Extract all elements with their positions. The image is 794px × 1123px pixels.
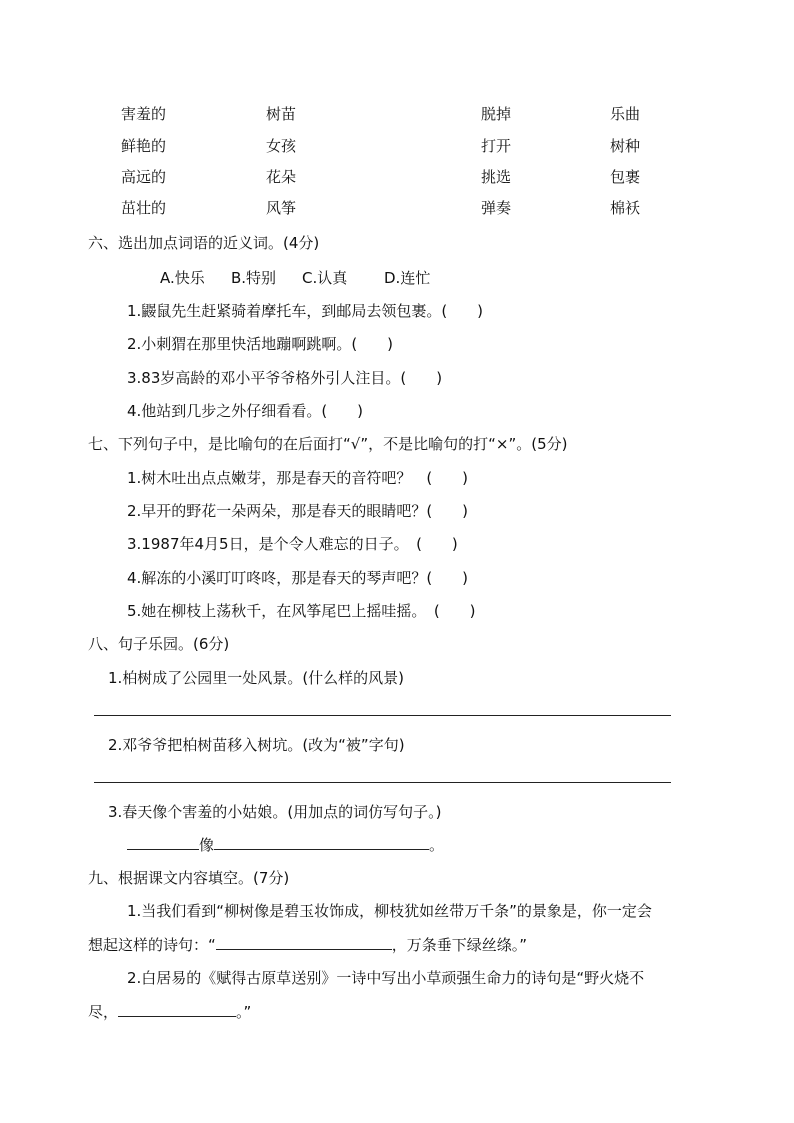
question-item: 1.鼹鼠先生赶紧骑着摩托车，到邮局去领包裹。( ) (127, 302, 484, 320)
option: D.连忙 (384, 269, 431, 287)
answer-line[interactable] (94, 782, 671, 783)
question-item: 1.当我们看到“柳树像是碧玉妆饰成，柳枝犹如丝带万千条”的景象是，你一定会 (127, 902, 652, 920)
question-item: 3.83岁高龄的邓小平爷爷格外引人注目。( ) (127, 369, 443, 387)
question-item: 2.小刺猬在那里快活地蹦啊跳啊。( ) (127, 335, 394, 353)
word: 高远的 (121, 168, 167, 186)
section7-title: 七、下列句子中，是比喻句的在后面打“√”，不是比喻句的打“×”。(5分) (88, 435, 568, 453)
question-item: 3.春天像个害羞的小姑娘。(用加点的词仿写句子。) (108, 803, 442, 821)
fill-sentence (88, 1001, 251, 1022)
word: 弹奏 (481, 199, 512, 217)
question-item: 2.早开的野花一朵两朵，那是春天的眼睛吧？( ) (127, 502, 469, 520)
question-item: 4.解冻的小溪叮叮咚咚，那是春天的琴声吧？( ) (127, 569, 469, 587)
section6-title: 六、选出加点词语的近义词。(4分) (88, 234, 320, 252)
word: 棉袄 (610, 199, 641, 217)
sentence-text: 尽， (88, 1003, 119, 1021)
question-item: 2.邓爷爷把柏树苗移入树坑。(改为“被”字句) (108, 736, 405, 754)
blank-field[interactable] (216, 935, 392, 950)
sentence-text: 像 (199, 836, 215, 854)
question-item: 2.白居易的《赋得古原草送别》一诗中写出小草顽强生命力的诗句是“野火烧不 (127, 969, 645, 987)
word: 风筝 (266, 199, 297, 217)
question-item: 1.树木吐出点点嫩芽，那是春天的音符吧？ ( ) (127, 469, 469, 487)
blank-field[interactable] (118, 1002, 236, 1017)
word: 树种 (610, 137, 641, 155)
blank-field[interactable] (127, 835, 199, 850)
word: 打开 (481, 137, 512, 155)
fill-sentence (88, 934, 527, 955)
word: 鲜艳的 (121, 137, 167, 155)
option: B.特别 (231, 269, 277, 287)
answer-line[interactable] (94, 715, 671, 716)
word: 女孩 (266, 137, 297, 155)
sentence-text: 。” (236, 1003, 252, 1021)
question-item: 3.1987年4月5日，是个令人难忘的日子。 ( ) (127, 535, 458, 553)
sentence-text: ，万条垂下绿丝绦。” (391, 936, 528, 954)
section9-title: 九、根据课文内容填空。(7分) (88, 869, 290, 887)
word: 脱掉 (481, 105, 512, 123)
section8-title: 八、句子乐园。(6分) (88, 635, 230, 653)
word: 茁壮的 (121, 199, 167, 217)
option: C.认真 (302, 269, 348, 287)
word: 树苗 (266, 105, 297, 123)
question-item: 4.他站到几步之外仔细看看。( ) (127, 402, 364, 420)
word: 挑选 (481, 168, 512, 186)
fill-sentence (127, 834, 444, 855)
word: 乐曲 (610, 105, 641, 123)
word: 花朵 (266, 168, 297, 186)
sentence-text: 。 (429, 836, 445, 854)
sentence-text: 想起这样的诗句：“ (88, 936, 216, 954)
word: 包裹 (610, 168, 641, 186)
question-item: 5.她在柳枝上荡秋千，在风筝尾巴上摇哇摇。 ( ) (127, 602, 476, 620)
question-item: 1.柏树成了公园里一处风景。(什么样的风景) (108, 669, 405, 687)
blank-field[interactable] (214, 835, 429, 850)
word: 害羞的 (121, 105, 167, 123)
option: A.快乐 (160, 269, 205, 287)
